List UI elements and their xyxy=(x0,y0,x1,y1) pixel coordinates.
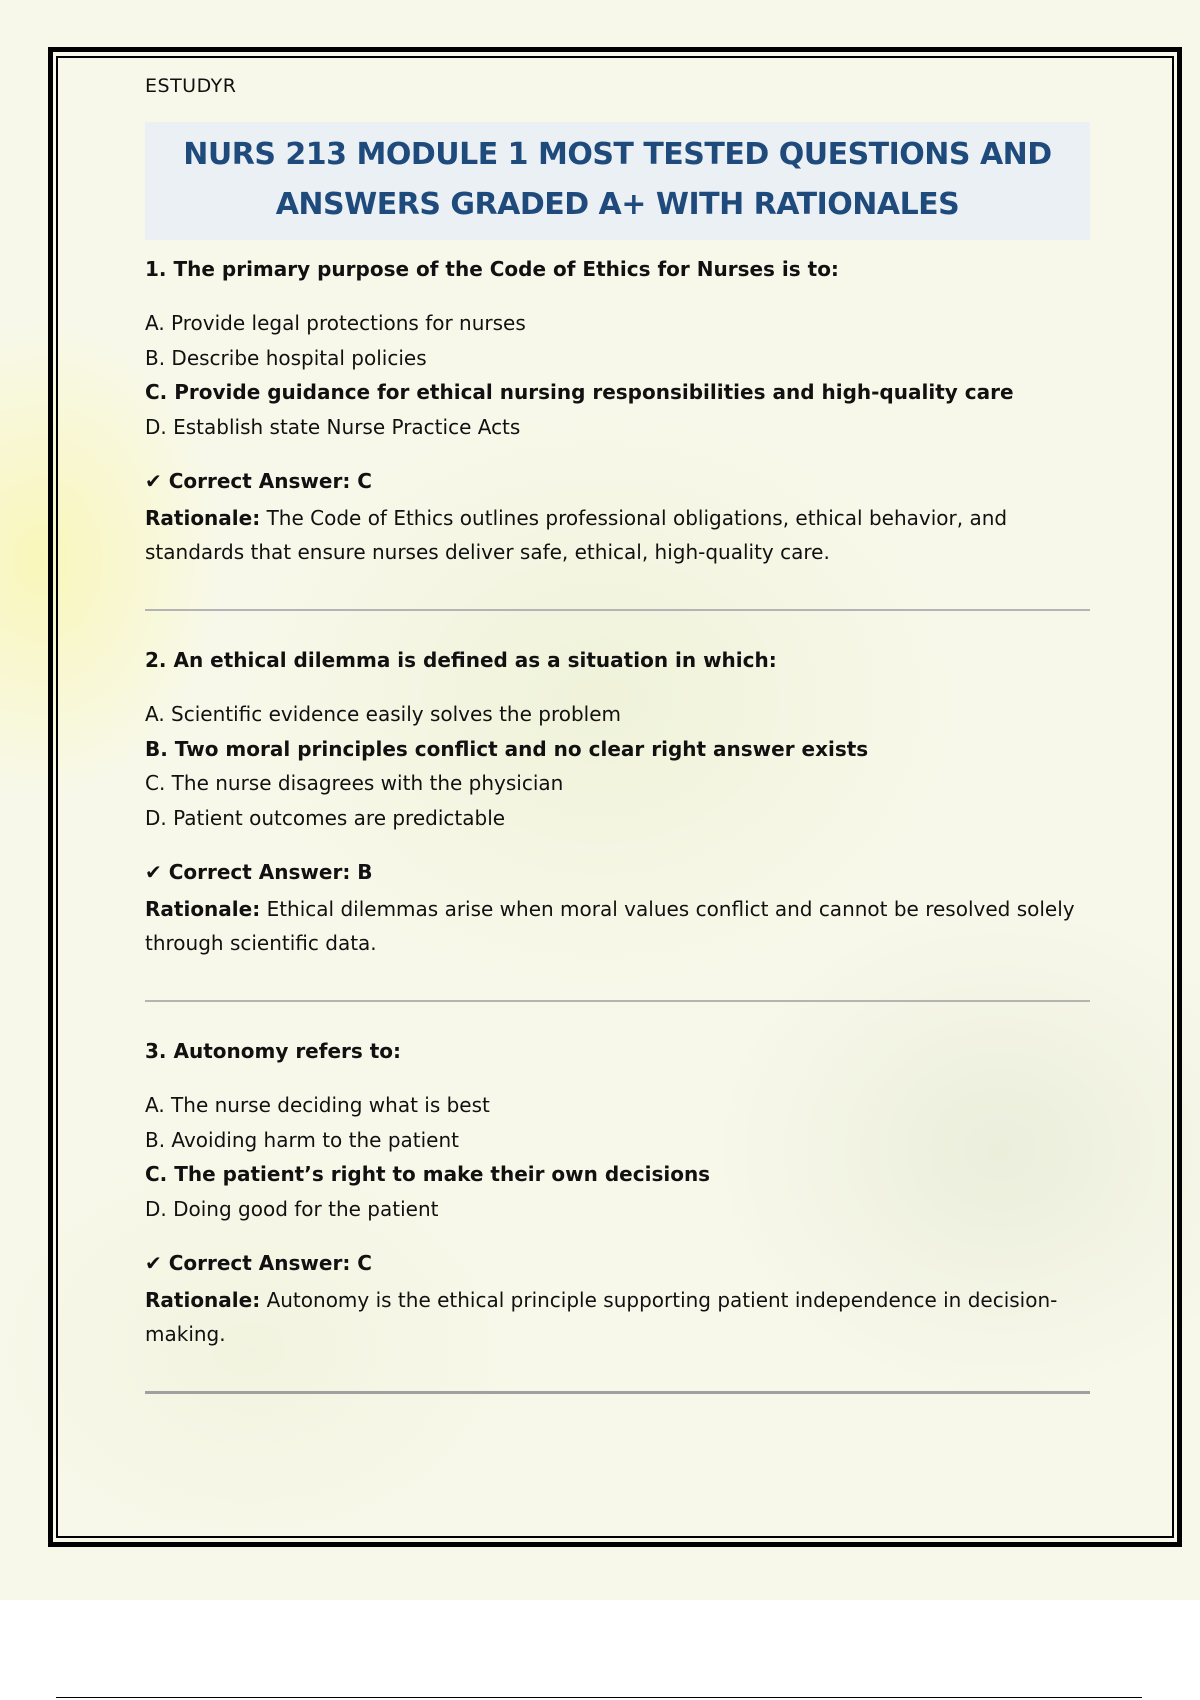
question-text: 2. An ethical dilemma is defined as a situation in which: xyxy=(145,648,777,672)
correct-answer: ✔ Correct Answer: C xyxy=(145,469,372,493)
options-list xyxy=(145,1088,1090,1226)
rationale-text: Autonomy is the ethical principle supporting patient independence in decision-making. xyxy=(145,1288,1058,1346)
rationale-text: The Code of Ethics outlines professional obligations, ethical behavior, and standards that ensure nurses deliver safe, ethical, high-quality care. xyxy=(145,506,1008,564)
option-c-correct: C. The patient’s right to make their own decisions xyxy=(145,1162,711,1186)
rationale xyxy=(145,892,1090,960)
options-list xyxy=(145,697,1090,835)
question-text: 3. Autonomy refers to: xyxy=(145,1039,402,1063)
option-c: C. The nurse disagrees with the physician xyxy=(145,771,564,795)
option-b: B. Describe hospital policies xyxy=(145,345,427,370)
rationale-text: Ethical dilemmas arise when moral values conflict and cannot be resolved solely through scientific data. xyxy=(145,897,1075,955)
section-divider xyxy=(145,1391,1090,1394)
rationale-label: Rationale: xyxy=(145,506,261,530)
question-text: 1. The primary purpose of the Code of Ethics for Nurses is to: xyxy=(145,257,839,281)
option-b-correct: B. Two moral principles conflict and no clear right answer exists xyxy=(145,736,869,761)
document-content xyxy=(145,72,1090,1428)
option-a: A. Scientific evidence easily solves the problem xyxy=(145,702,622,726)
rationale-label: Rationale: xyxy=(145,1288,261,1312)
rationale xyxy=(145,1283,1090,1351)
option-a: A. Provide legal protections for nurses xyxy=(145,311,526,335)
option-a: A. The nurse deciding what is best xyxy=(145,1093,490,1117)
question-block-1 xyxy=(145,254,1090,569)
title-banner xyxy=(145,122,1090,240)
options-list xyxy=(145,306,1090,444)
option-d: D. Establish state Nurse Practice Acts xyxy=(145,414,521,439)
correct-answer: ✔ Correct Answer: C xyxy=(145,1251,372,1275)
option-b: B. Avoiding harm to the patient xyxy=(145,1127,459,1152)
document-title-line-1: NURS 213 MODULE 1 MOST TESTED QUESTIONS AND xyxy=(183,137,1052,172)
section-divider xyxy=(145,609,1090,611)
section-divider xyxy=(145,1000,1090,1002)
document-title-line-2: ANSWERS GRADED A+ WITH RATIONALES xyxy=(275,187,960,222)
footer-rule xyxy=(56,1697,1142,1698)
brand-label: ESTUDYR xyxy=(145,75,237,97)
correct-answer: ✔ Correct Answer: B xyxy=(145,860,373,884)
option-c-correct: C. Provide guidance for ethical nursing responsibilities and high-quality care xyxy=(145,380,1014,404)
option-d: D. Doing good for the patient xyxy=(145,1196,439,1221)
rationale-label: Rationale: xyxy=(145,897,261,921)
rationale xyxy=(145,501,1090,569)
option-d: D. Patient outcomes are predictable xyxy=(145,805,506,830)
question-block-2 xyxy=(145,645,1090,960)
question-block-3 xyxy=(145,1036,1090,1351)
